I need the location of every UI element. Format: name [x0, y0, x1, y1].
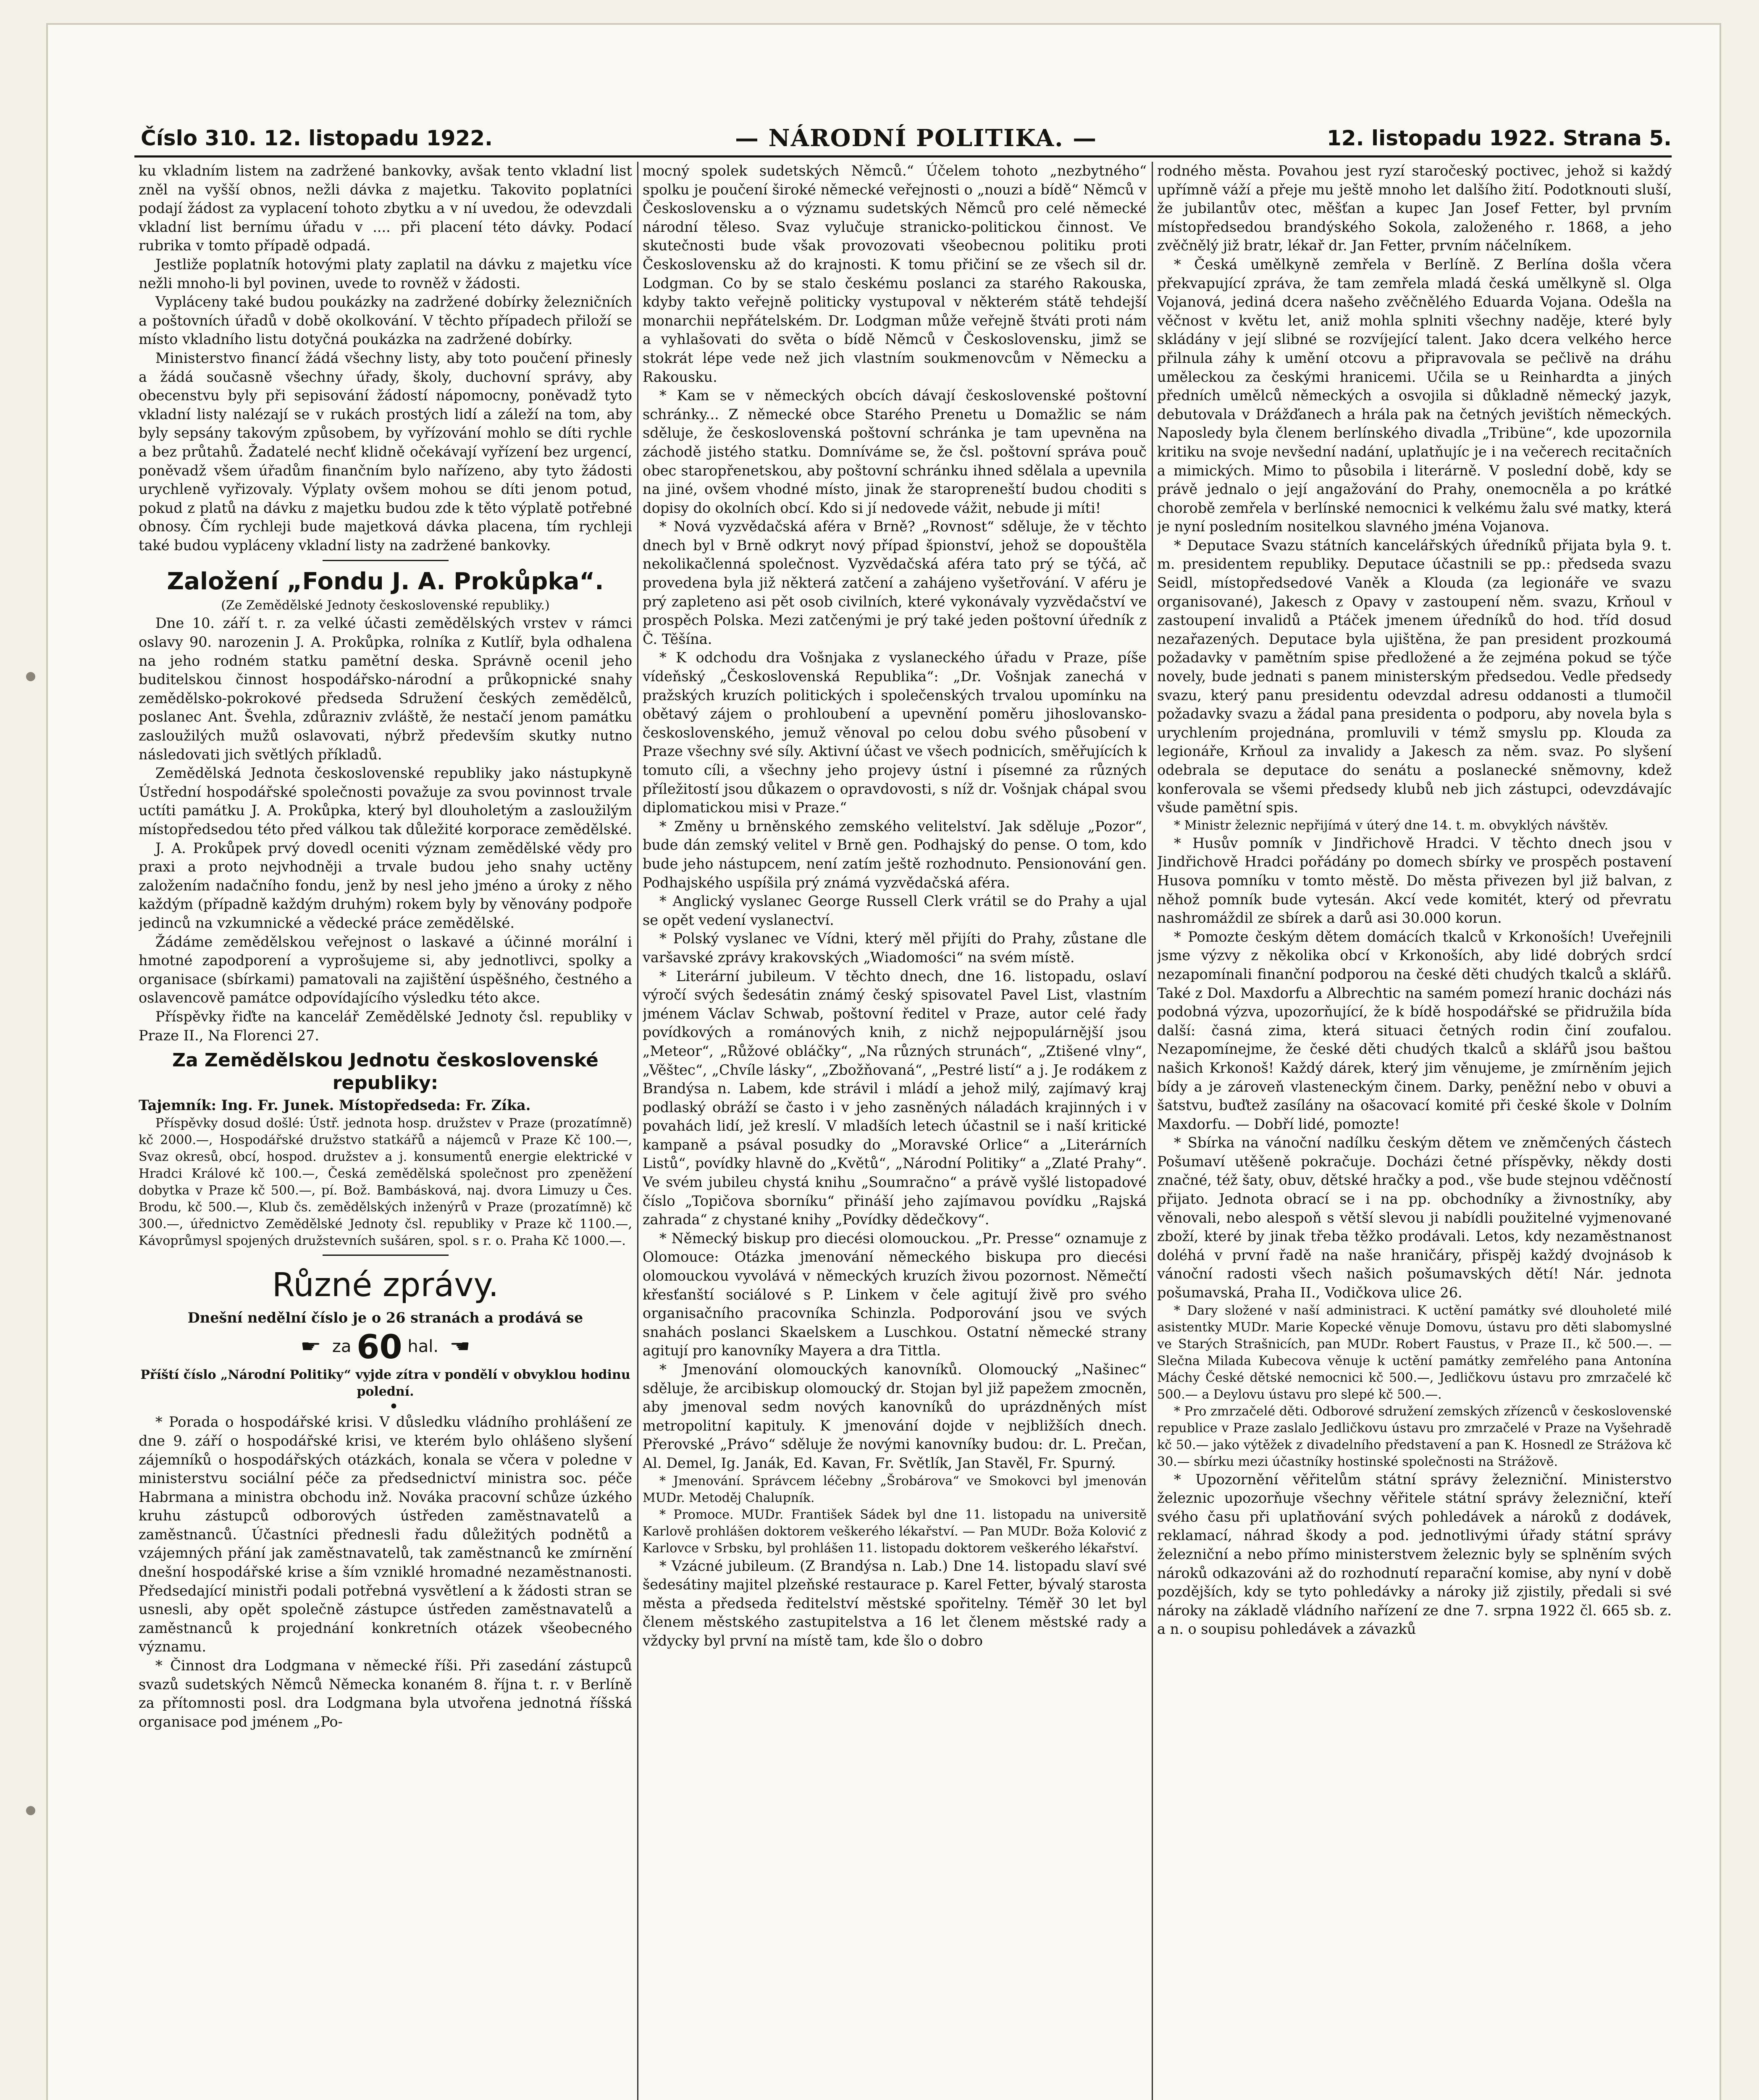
- binding-hole: [26, 1806, 35, 1815]
- separator-dot: •: [389, 1398, 399, 1415]
- article-text: Dne 10. září t. r. za velké účasti zemědělských vrstev v rámci oslavy 90. narozenin J. A. Prokůpka, rolníka z Kutlíř, byla odhalena na jeho rodném statku pamětní deska. Správně ocenil jeho buditelskou činnost hospodářsko-národní a průkopnické snahy zemědělsko-pokrokové předseda Sdružení českých zemědělců, poslanec Ant. Švehla, zdůrazniv zvláště, že nestačí jenom památku zasloužilých mužů oslavovati, nýbrž především skutky nutno následovati jich světlých příkladů.: [139, 615, 632, 763]
- price-unit: hal.: [407, 1337, 439, 1357]
- header-rule: [134, 155, 1672, 158]
- divider: [323, 1255, 449, 1256]
- article-text: J. A. Prokůpek prvý dovedl oceniti význam zemědělské vědy pro praxi a proto nejvhodněji a trvale budou jeho snahy uctěny založením nadačního fondu, jenž by nesl jeho jméno a úroky z něho každým (případně každým druhým) rokem byly by věnovány podpoře jedinců na vzkumnické a vědecké práce zemědělské.: [139, 840, 632, 931]
- article-text: * Pro zmrzačelé děti. Odborové sdružení zemských zřízenců v československé republice v Praze zaslalo Jedličkovu ústavu pro zmrzačelé v Praze na Vyšehradě kč 50.— jako výtěžek z divadelního představení a pan K. Hosnedl ze Strážova kč 30.— sbírku mezi účastníky hostinské společnosti na Strážově.: [1157, 1404, 1672, 1469]
- pointing-hand-icon: ☛: [300, 1337, 322, 1357]
- section-title: Různé zprávy.: [272, 1266, 499, 1304]
- article-text: * Polský vyslanec ve Vídni, který měl přijíti do Prahy, zůstane dle varšavské zprávy krakovských „Wiadomości“ na svém místě.: [643, 930, 1147, 966]
- article-text: * Změny u brněnského zemského velitelství. Jak sděluje „Pozor“, bude dán zemský velitel v Brně gen. Podhajský do pense. O tom, kdo bude jeho nástupcem, není zatím ještě rozhodnuto. Pensionování gen. Podhajského uspíšila prý známá vyzvědačská aféra.: [643, 818, 1147, 891]
- date-page-number: 12. listopadu 1922. Strana 5.: [1327, 126, 1672, 150]
- article-text: * Anglický vyslanec George Russell Clerk vrátil se do Prahy a ujal se opět vedení vyslanectví.: [643, 893, 1147, 928]
- article-text: * Jmenování olomouckých kanovníků. Olomoucký „Našinec“ sděluje, že arcibiskup olomoucký dr. Stojan byl již papežem zmocněn, aby jmenoval sedm nových kanovníků do uprázdněných míst metropolitní kapituly. K jmenování dojde v nejbližších dnech. Přerovské „Právo“ sděluje že novými kanovníky budou: dr. L. Prečan, Al. Demel, Ig. Janák, Ed. Kavan, Fr. Světlík, Jan Stavěl, Fr. Spurný.: [643, 1361, 1147, 1471]
- article-text: * Porada o hospodářské krisi. V důsledku vládního prohlášení ze dne 9. září o hospodářské krisi, ve kterém bylo ohlášeno slyšení zájemníků o hospodářských otázkách, konala se včera v poledne v ministerstvu sociální péče za předsednictví ministra soc. péče Habrmana a ministra obchodu inž. Nováka pracovní schůze úzkého kruhu zástupců odborových ústředen zaměstnavatelů a zaměstnanců. Účastníci přednesli řadu důležitých podnětů a vzájemných přání jak zaměstnavatelů, tak zaměstnanců ke zmírnění dnešní hospodářské krise a ším vzniklé hromadné nezaměstnanosti. Předsedající ministři podali potřebná vysvětlení a k žádosti stran se usnesli, aby opět společně zástupce ústředen zaměstnavatelů a zaměstnanců k projednání konkretních otázek všeobecného významu.: [139, 1414, 632, 1655]
- pointing-hand-icon: ☚: [449, 1337, 470, 1357]
- column-divider: [1152, 162, 1153, 2100]
- article-text: * Husův pomník v Jindřichově Hradci. V těchto dnech jsou v Jindřichově Hradci pořádány po domech sbírky ve prospěch postavení Husova pomníku v tomto městě. Do města přivezen byl již balvan, z něhož pomník bude vytesán. Akcí vede komitét, který od převratu nashromáždil ze sbírek a darů asi 30.000 korun.: [1157, 835, 1672, 927]
- article-text: * Jmenování. Správcem léčebny „Šrobárova“ ve Smokovci byl jmenován MUDr. Metoděj Chalupník.: [643, 1473, 1147, 1505]
- price-line: [139, 1328, 632, 1367]
- divider: [323, 560, 449, 561]
- article-text: Příspěvky řiďte na kancelář Zemědělské Jednoty čsl. republiky v Praze II., Na Florenci 27.: [139, 1008, 632, 1044]
- next-issue-note: Příští číslo „Národní Politiky“ vyjde zítra v pondělí v obvyklou hodinu polední.: [140, 1368, 630, 1399]
- article-text: * Nová vyzvědačská aféra v Brně? „Rovnost“ sděluje, že v těchto dnech byl v Brně odkryt nový případ špionství, jehož se dopouštěla nekolikačlenná společnost. Vyzvědačská aféra tato prý se týčá, ač provedena byla již některá zatčení a zahájeno vyšetřování. V aféru je prý zapleteno asi pět osob civilních, které vykonávaly vyzvědačství ve prospěch Polska. Mezi zatčenými je prý také jeden poštovní úředník z Č. Těšína.: [643, 518, 1147, 647]
- article-text: * Dary složené v naší administraci. K uctění památky své dlouholeté milé asistentky MUDr. Marie Kopecké věnuje Domovu, ústavu pro děti slabomyslné ve Starých Strašnicích, pan MUDr. Robert Faustus, v Praze II., kč 500.—. — Slečna Milada Kubecova věnuje k uctění památky zemřelého pana Antonína Máchy České dětské nemocnici kč 500.—, Jedličkovu ústavu pro zmrzačelé kč 500.— a Deylovu ústavu pro slepé kč 500.—.: [1157, 1303, 1672, 1402]
- article-text: Jestliže poplatník hotovými platy zaplatil na dávku z majetku více nežli mnoho-li byl povinen, uvede to rovněž v žádosti.: [139, 256, 632, 291]
- binding-hole: [26, 672, 35, 681]
- article-text: * Upozornění věřitelům státní správy železniční. Ministerstvo železnic upozorňuje všechny věřitele státní správy železniční, kteří svého času při uplatňování svých pohledávek a nároků z dodávek, reklamací, náhrad škody a pod. jednotlivými úřady státní správy železniční a nebo přímo ministerstvem železnic byly se splněním svých nároků odkazováni až do rozhodnutí reparační komise, aby nyní v době pozdějších, kdy se tyto pohledávky a nároky již zjistily, předali si své nároky na základě vládního nařízení ze dne 7. srpna 1922 čl. 665 sb. z. a n. o soupisu pohledávek a závazků: [1157, 1471, 1672, 1638]
- article-text: Zemědělská Jednota československé republiky jako nástupkyně Ústřední hospodářské společnosti považuje za svou povinnost trvale uctíti památku J. A. Prokůpka, který byl dlouholetým a zasloužilým místopředsedou této před válkou tak důležité korporace zemědělské.: [139, 765, 632, 837]
- page-header: [90, 122, 1672, 155]
- article-source: (Ze Zemědělské Jednoty československé republiky.): [221, 598, 550, 613]
- price-number: 60: [357, 1328, 402, 1367]
- article-text: * Deputace Svazu státních kancelářských úředníků přijata byla 9. t. m. presidentem republiky. Deputace účastnili se pp.: předseda svazu Seidl, místopředsedové Vaněk a Klouda (za legionáře ve svazu organisované), Jakesch z Opavy v zastoupení něm. svazu, Krňoul v zastoupení invalidů a Ptáček jmenem úředníků do hod. tříd dosud nezařazených. Deputace byla ujištěna, že pan president prozkoumá požadavky v pamětním spise předložené a že zejména pokud se týče novely, bude jednati s panem ministerským předsedou. Vedle předsedy svazu, který panu presidentu odevzdal adresu oddanosti a tlumočil požadavky svazu a žádal pana presidenta o podporu, aby novela byla s urychlením projednána, promluvili v témž smyslu pp. Klouda za legionáře, Krňoul za invalidy a Jakesch za něm. svaz. Po slyšení odebrala se deputace do senátu a poslanecké sněmovny, kdež konferovala se všemi předsedy klubů neb jich zástupci, odevzdávajíc všude pamětní spis.: [1157, 537, 1672, 816]
- column-3: [1157, 162, 1672, 2100]
- article-text: mocný spolek sudetských Němců.“ Účelem tohoto „nezbytného“ spolku je poučení široké německé veřejnosti o „nouzi a bídě“ Němců v Československu a o významu sudetských Němců pro celé německé národní těleso. Svaz vylučuje stranicko-politickou činnost. Ve skutečnosti bude však provozovati všeobecnou politiku proti Československu až do krajnosti. K tomu přičiní se ze všech sil dr. Lodgman. Co by se stalo českému poslanci za starého Rakouska, kdyby takto veřejně politicky vystupoval v některém státě tehdejší monarchii nepřátelském. Dr. Lodgman může veřejně štváti proti nám a vyhlašovati do světa o bídě Němců v Československu, jimž se stokrát lépe vede než jich vlastním soukmenovcům v Německu a Rakousku.: [643, 163, 1147, 385]
- article-headline: Založení „Fondu J. A. Prokůpka“.: [167, 568, 604, 596]
- article-text: * Kam se v německých obcích dávají československé poštovní schránky... Z německé obce Starého Prenetu u Domažlic se nám sděluje, že československá poštovní schránka je tam upevněna na záchodě jistého statku. Domníváme se, že čsl. poštovní správa pouč obec staropřenetskou, aby poštovní schránku ihned sdělala a upevnila na jiné, ovšem vhodné místo, jinak že staropreneští budou choditi s dopisy do okolních obcí. Kdo si jí nedovede vážit, nebude ji míti!: [643, 387, 1147, 516]
- article-text: * Pomozte českým dětem domácích tkalců v Krkonoších! Uveřejnili jsme výzvy z několika obcí v Krkonoších, aby lidé dobrých srdcí nezapomínali finanční podporou na české děti chudých tkalců a sklářů. Také z Dol. Maxdorfu a Albrechtic na samém pomezí hranic docházi nás podobná výzva, upozorňující, že k bídě hospodářské se přidružila bída další: časná zima, která situaci četných rodin činí zoufalou. Nezapomínejme, že české děti chudých tkalců a sklářů jsou baštou našich Krkonoš! Každý dárek, který jim věnujeme, je zmírněním jejich bídy a je zároveň vlasteneckým činem. Darky, peněžní nebo v obuvi a šatstvu, buďtež zasílány na ošacovací komité při české škole v Dolním Maxdorfu. — Dobří lidé, pomozte!: [1157, 928, 1672, 1132]
- article-text: rodného města. Povahou jest ryzí staročeský poctivec, jehož si každý upřímně váží a přeje mu ještě mnoho let dalšího žití. Podotknouti sluší, že jubilantův otec, měšťan a kupec Jan Josef Fetter, byl prvním místopředsedou brandýského Sokola, založeného r. 1868, a jeho zvěčnělý již bratr, lékař dr. Jan Fetter, prvním náčelníkem.: [1157, 163, 1672, 254]
- article-text: Žádáme zemědělskou veřejnost o laskavé a účinné morální i hmotné zapodporení a vyprošujeme si, aby jednotlivci, spolky a organisace (sbírkami) pamatovali na zajištění úspěšného, čestného a oslavencově památce odpovídajícího výsledku této akce.: [139, 933, 632, 1006]
- article-text: * Promoce. MUDr. František Sádek byl dne 11. listopadu na universitě Karlově prohlášen doktorem veškerého lékařství. — Pan MUDr. Boža Kolović z Karlovce v Srbsku, byl prohlášen 11. listopadu doktorem veškerého lékařství.: [643, 1507, 1147, 1556]
- article-text: Ministerstvo financí žádá všechny listy, aby toto poučení přinesly a žádá současně všechny úřady, školy, duchovní správy, aby obecenstvu byly při sepisování žádostí nápomocny, poněvadž tyto vkladní listy nalézají se v rukách prostých lidí a záleží na tom, aby byly sepsány takovým způsobem, by vyřízování mohlo se díti rychle a bez průtahů. Žadatelé nechť klidně očekávají vyřízení bez urgencí, poněvadž všem úřadům finančním bylo nařízeno, aby tyto žádosti urychleně vyřizovaly. Výplaty ovšem mohou se díti jenom potud, pokud z platů na dávku z majetku budou zde k těto výplatě potřebné obnosy. Čím rychleji bude majetková dávka placena, tím rychleji také budou vypláceny vkladní listy na zadržené bankovky.: [139, 349, 632, 554]
- column-divider: [637, 162, 638, 2100]
- issue-note: Dnešní nedělní číslo je o 26 stranách a prodává se: [187, 1309, 583, 1326]
- price-za: za: [332, 1337, 352, 1357]
- contributions-list: Příspěvky dosud došlé: Ústř. jednota hosp. družstev v Praze (prozatímně) kč 2000.—, Hospodářské družstvo statkářů a nájemců v Praze Kč 100.—, Svaz okresů, obcí, hospod. družstev a j. konsumentů energie elektrické v Hradci Králové kč 100.—, Česká zemědělská společnost pro zpeněžení dobytka v Praze kč 500.—, pí. Bož. Bambásková, naj. dvora Limuzy u Čes. Brodu, kč 500.—, Klub čs. zemědělských inženýrů v Praze (prozatímně) kč 300.—, úřednictvo Zemědělské Jednoty čsl. republiky v Praze kč 1100.—, Kávoprůmysl spojených družstevních sušáren, spol. s r. o. Praha Kč 1000.—.: [139, 1116, 632, 1248]
- article-text: * Literární jubileum. V těchto dnech, dne 16. listopadu, oslaví výročí svých šedesátin známý český spisovatel Pavel List, vlastním jménem Václav Schwab, poštovní ředitel v Praze, autor celé řady povídkových a románových knih, z nichž nejpopulárnější jsou „Meteor“, „Růžové obláčky“, „Na různých strunách“, „Ztišené vlny“, „Věštec“, „Chvíle lásky“, „Zbožňovaná“, „Pestré listí“ a j. Je rodákem z Brandýsa n. Labem, kde strávil i mládí a jehož milý, zajímavý kraj podlaský obráží se často i v jeho zasněných náladách krajinných i v povahách lidí, jež kreslí. V mladších letech účastnil se i naší kritické kampaně a psával posudky do „Moravské Orlice“ a „Literárních Listů“, povídky hlavně do „Květů“, „Národní Politiky“ a „Zlaté Prahy“. Ve svém jubileu chystá knihu „Soumračno“ a právě vyšlé listopadové číslo „Topičova sborníku“ přináší jeho zajímavou povídku „Rajská zahrada“ z chystané knihy „Povídky dědečkovy“.: [643, 968, 1147, 1228]
- signature-heading: Za Zemědělskou Jednotu československé republiky:: [172, 1050, 599, 1094]
- article-text: * K odchodu dra Vošnjaka z vyslaneckého úřadu v Praze, píše vídeňský „Československá Republika“: „Dr. Vošnjak zanechá v pražských kruzích politických i společenských trvalou upomínku na obětavý zájem o prohloubení a upevnění poměru jihoslovansko-československého, jemuž věnoval po celou dobu svého působení v Praze všechny své síly. Aktivní účast ve všech podnicích, směřujících k tomuto cíli, a všechny jeho projevy ústní i písemné za různých příležitostí jsou důkazem o opravdovosti, s níž dr. Vošnjak chápal svou diplomatickou misi v Praze.“: [643, 649, 1147, 816]
- issue-number-date: Číslo 310. 12. listopadu 1922.: [141, 126, 493, 150]
- article-text: * Ministr železnic nepřijímá v úterý dne 14. t. m. obvyklých návštěv.: [1174, 818, 1609, 833]
- article-text: * Česká umělkyně zemřela v Berlíně. Z Berlína došla včera překvapující zpráva, že tam zemřela mladá česká umělkyně sl. Olga Vojanová, jediná dcera našeho zvěčnělého Eduarda Vojana. Odešla na věčnost v květu let, aniž mohla splniti všechny naděje, které byly skládány v její slibné se rozvíjející talent. Jako dcera velkého herce přilnula záhy k umění otcovu a připravovala se pečlivě na dráhu uměleckou za českými hranicemi. Učila se u Reinhardta a jiných předních umělců německých a osvojila si důkladně německý jazyk, debutovala v Drážďanech a hrála pak na četných jevištích německých. Naposledy byla členem berlínského divadla „Tribüne“, kde upozornila kritiku na svoje nevšední nadání, uplatňujíc je i na večerech recitačních a mimických. Mimo to působila i literárně. V poslední době, kdy se právě jednalo o její angažování do Prahy, onemocněla a po krátké chorobě zemřela v berlínské nemocnici k velkému žalu své matky, která je nyní posledním nositelkou slavného jména Vojanova.: [1157, 256, 1672, 535]
- article-text: Vypláceny také budou poukázky na zadržené dobírky železničních a poštovních úřadů v době okolkování. V těchto případech přiloží se místo vkladního listu dotyčná poukázka na zadržené dobírky.: [139, 294, 632, 348]
- column-1: [139, 162, 632, 2100]
- article-text: * Činnost dra Lodgmana v německé říši. Při zasedání zástupců svazů sudetských Němců Německa konaném 8. října t. r. v Berlíně za přítomnosti posl. dra Lodgmana byla utvořena jednotná říšská organisace pod jménem „Po-: [139, 1657, 632, 1730]
- article-text: ku vkladním listem na zadržené bankovky, avšak tento vkladní list zněl na vyšší obnos, nežli dávka z majetku. Takovito poplatníci podají žádost za vyplacení tohoto zbytku a v ní uvedou, že odevzdali vkladní list bernímu úřadu v .... při placení této dávky. Podací rubrika v tomto případě odpadá.: [139, 163, 632, 254]
- masthead-title: — NÁRODNÍ POLITIKA. —: [735, 124, 1097, 152]
- article-text: * Německý biskup pro diecési olomouckou. „Pr. Presse“ oznamuje z Olomouce: Otázka jmenování německého biskupa pro diecési olomouckou vyvolává v německých kruzích živou pozornost. Němečtí křesťanští sociálové s P. Linkem v čele agitují živě pro svého organisačního pracovníka Schinzla. Podporování jsou ve svých snahách poslanci Skaelskem a Luschkou. Ostatní německé strany agitují pro kanovníky Mayera a dra Tittla.: [643, 1230, 1147, 1359]
- column-2: [643, 162, 1147, 2100]
- article-text: * Sbírka na vánoční nadílku českým dětem ve zněmčených částech Pošumaví utěšeně pokračuje. Docházi četné příspěvky, někdy dosti značné, též šaty, obuv, dětské hračky a pod., vše bude stejnou vděčností přijato. Jednota obrací se i na pp. obchodníky a živnostníky, aby věnovali, nebo alespoň s větší slevou ji nabídli použitelné vyjmenované zboží, které by jinak třeba těžko prodávali. Letos, kdy nezaměstnanost doléhá v první řadě na naše hraničáry, přispěj každý dvojnásob k vánoční radosti všech našich pošumavských dětí! Nár. jednota pošumavská, Praha II., Vodičkova ulice 26.: [1157, 1134, 1672, 1301]
- signatories: Tajemník: Ing. Fr. Junek. Místopředseda: Fr. Zíka.: [139, 1097, 531, 1114]
- article-text: * Vzácné jubileum. (Z Brandýsa n. Lab.) Dne 14. listopadu slaví své šedesátiny majitel plzeňské restaurace p. Karel Fetter, bývalý starosta města a předseda ředitelství městské spořitelny. Téměř 30 let byl členem městského zastupitelstva a 16 let členem městské rady a vždycky byl první na místě tam, kde šlo o dobro: [643, 1557, 1147, 1649]
